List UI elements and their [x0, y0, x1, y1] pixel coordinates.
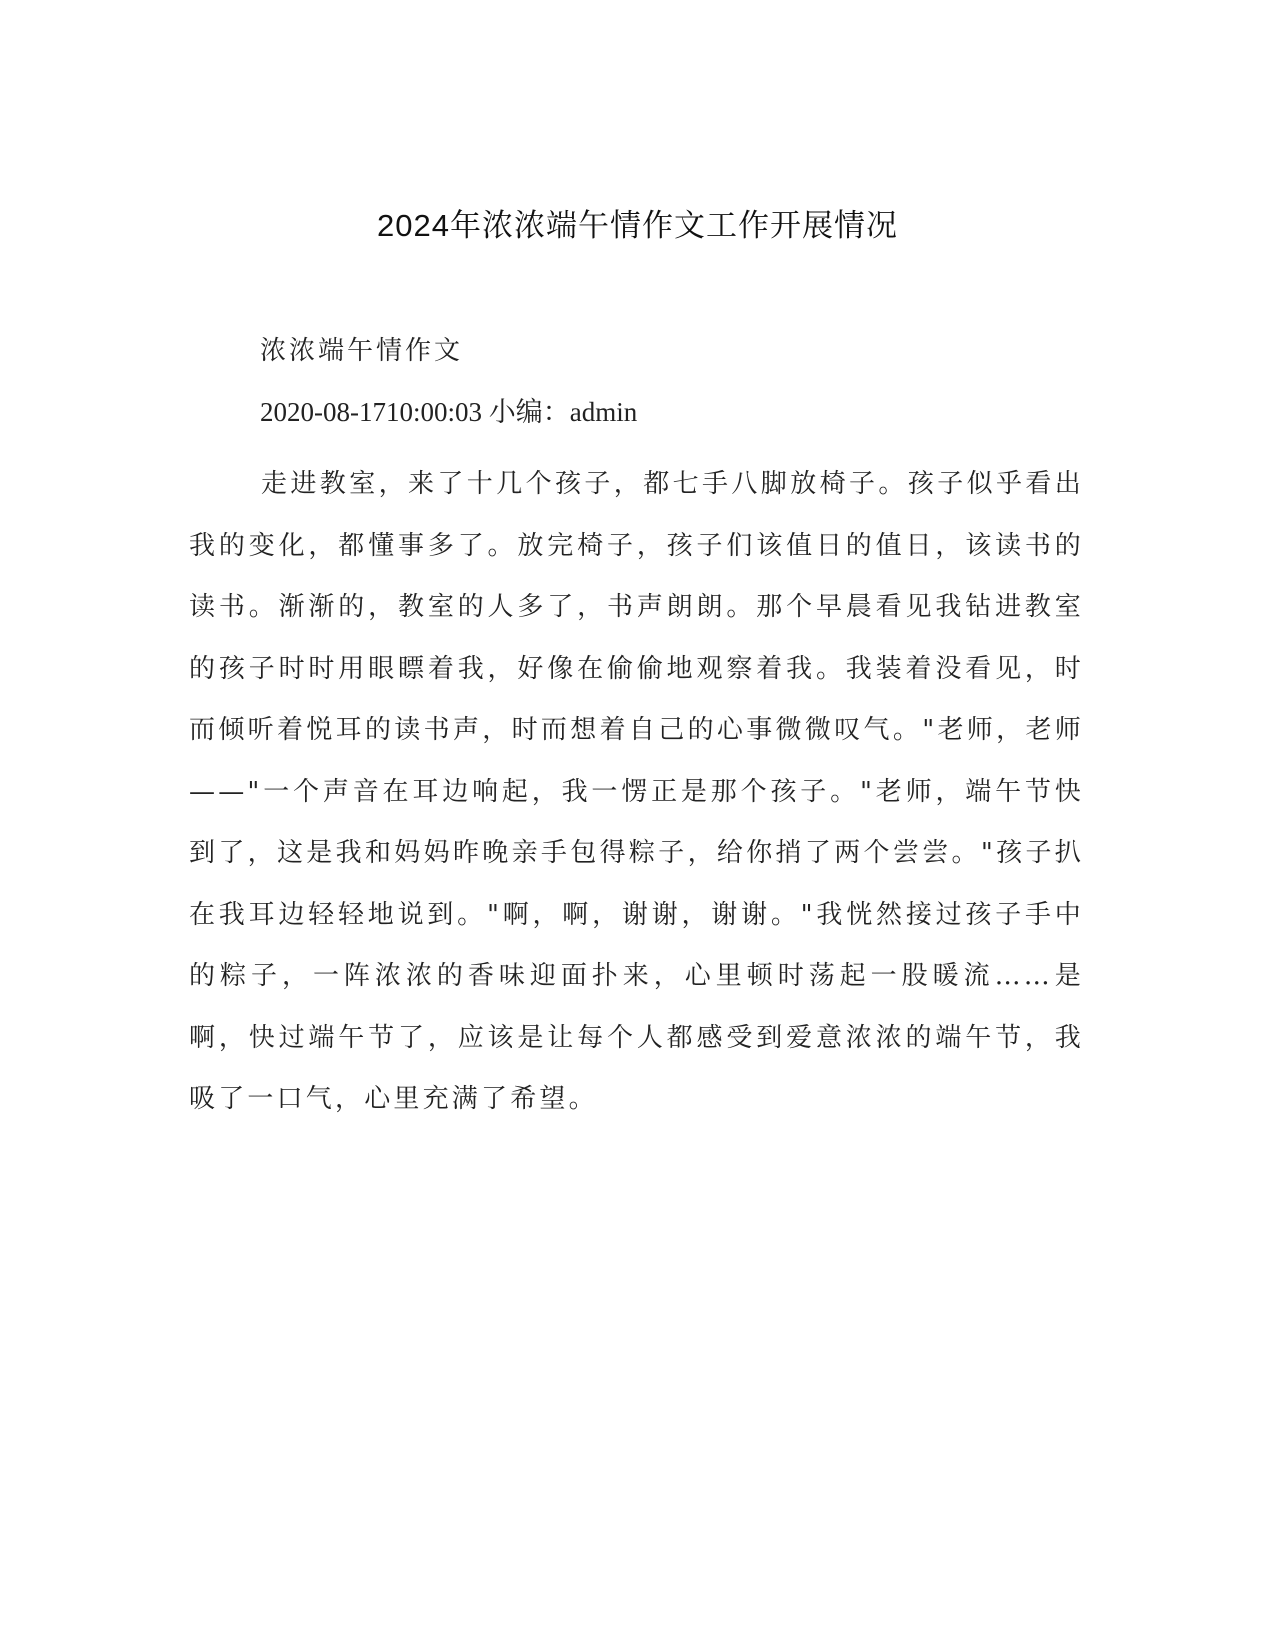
article-meta: 2020-08-1710:00:03 小编：admin: [260, 397, 638, 427]
article-subtitle: 浓浓端午情作文: [260, 336, 464, 366]
article-body: 走进教室，来了十几个孩子，都七手八脚放椅子。孩子似乎看出我的变化，都懂事多了。放完椅子，孩子们该值日的值日，该读书的读书。渐渐的，教室的人多了，书声朗朗。那个早晨看见我钻进教室的孩子时时用眼瞟着我，好像在偷偷地观察着我。我装着没看见，时而倾听着悦耳的读书声，时而想着自己的心事微微叹气。"老师，老师——"一个声音在耳边响起，我一愣正是那个孩子。"老师，端午节快到了，这是我和妈妈昨晚亲手包得粽子，给你捎了两个尝尝。"孩子扒在我耳边轻轻地说到。"啊，啊，谢谢，谢谢。"我恍然接过孩子手中的粽子，一阵浓浓的香味迎面扑来，心里顿时荡起一股暖流……是啊，快过端午节了，应该是让每个人都感受到爱意浓浓的端午节，我吸了一口气，心里充满了希望。: [189, 469, 1084, 1114]
document-title: 2024年浓浓端午情作文工作开展情况: [377, 208, 898, 243]
